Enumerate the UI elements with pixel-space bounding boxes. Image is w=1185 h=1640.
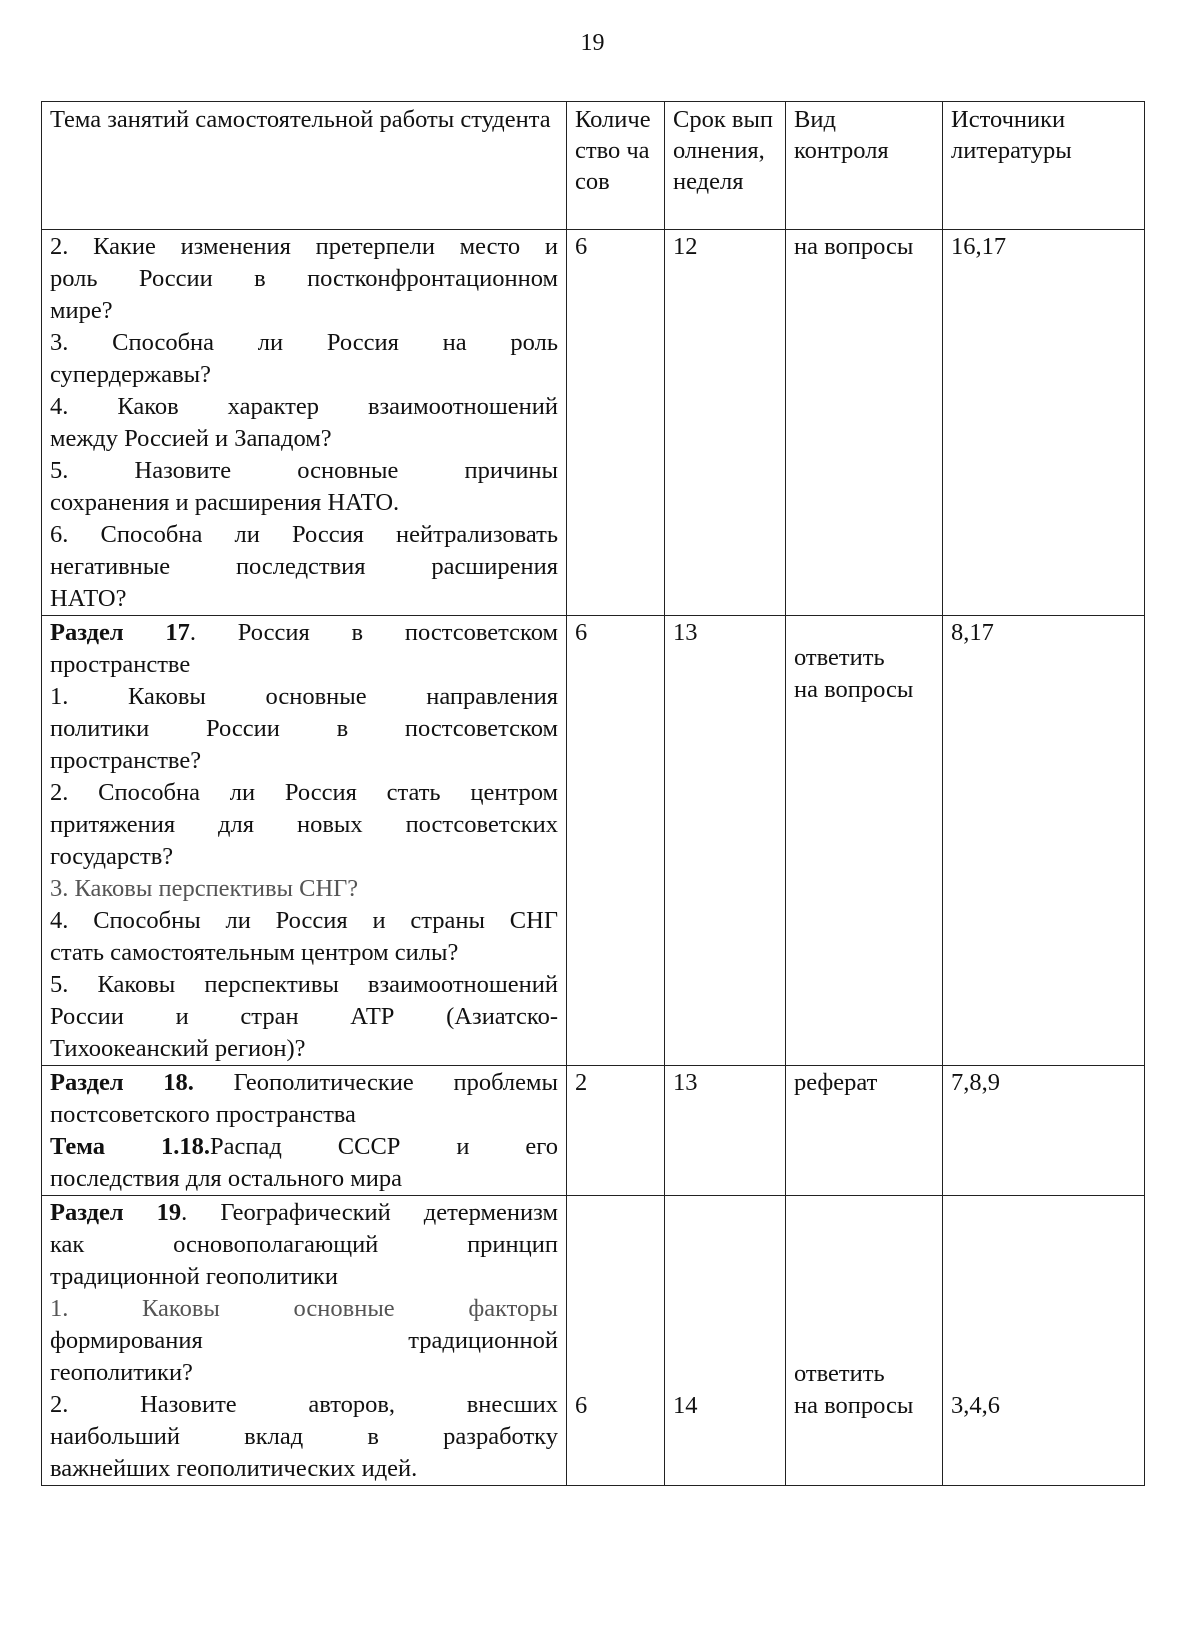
row2-week: 13 xyxy=(665,616,786,1066)
row3-sources: 7,8,9 xyxy=(943,1066,1145,1196)
row1-sources: 16,17 xyxy=(943,230,1145,616)
row2-line: 1. Каковы основные направления xyxy=(50,683,558,710)
table-row xyxy=(42,1066,1145,1196)
row4-line: 1. Каковы основные факторы xyxy=(50,1295,558,1322)
row1-line: 5. Назовите основные причины xyxy=(50,457,558,484)
row3-theme-title: Распад СССР и его xyxy=(210,1133,558,1160)
row4-line: традиционной геополитики xyxy=(50,1263,338,1290)
row1-week: 12 xyxy=(665,230,786,616)
header-deadline-label: Срок выполнения, неделя xyxy=(673,106,774,195)
row4-hours: 6 xyxy=(567,1196,665,1486)
row2-line: Тихоокеанский регион)? xyxy=(50,1035,306,1062)
row4-line: 2. Назовите авторов, внесших xyxy=(50,1391,558,1418)
row4-control-line2: на вопросы xyxy=(794,1392,914,1419)
header-topic-label: Тема занятий самостоятельной работы студента xyxy=(50,106,551,133)
row2-topic xyxy=(42,616,567,1066)
row1-control: на вопросы xyxy=(786,230,943,616)
header-control-label: Вид контроля xyxy=(794,106,889,164)
table-row xyxy=(42,616,1145,1066)
row2-line: пространстве xyxy=(50,651,191,678)
row3-theme-label: Тема 1.18. xyxy=(50,1133,210,1160)
table-row xyxy=(42,1196,1145,1486)
header-control xyxy=(786,102,943,230)
header-hours xyxy=(567,102,665,230)
row4-section-heading xyxy=(50,1197,558,1229)
header-topic-text xyxy=(50,104,558,135)
row2-line: России и стран АТР (Азиатско- xyxy=(50,1003,558,1030)
table-row xyxy=(42,230,1145,616)
header-sources xyxy=(943,102,1145,230)
row1-line: мире? xyxy=(50,297,113,324)
row2-line: 2. Способна ли Россия стать центром xyxy=(50,779,558,806)
row1-line: сохранения и расширения НАТО. xyxy=(50,489,400,516)
page-number: 19 xyxy=(580,30,605,56)
row4-section-label: Раздел 19 xyxy=(50,1199,182,1226)
row2-section-label: Раздел 17 xyxy=(50,619,190,646)
row1-line: роль России в постконфронтационном xyxy=(50,265,558,292)
row3-section-title: Геополитические проблемы xyxy=(193,1069,558,1096)
row4-control xyxy=(786,1196,943,1486)
row2-line: стать самостоятельным центром силы? xyxy=(50,939,459,966)
row3-hours: 2 xyxy=(567,1066,665,1196)
row3-line: последствия для остального мира xyxy=(50,1165,402,1192)
row2-line: 4. Способны ли Россия и страны СНГ xyxy=(50,907,558,934)
row1-topic xyxy=(42,230,567,616)
row1-hours: 6 xyxy=(567,230,665,616)
row3-week: 13 xyxy=(665,1066,786,1196)
row4-line: наибольший вклад в разработку xyxy=(50,1423,558,1450)
row4-control-line1: ответить xyxy=(794,1360,885,1387)
row4-line: важнейших геополитических идей. xyxy=(50,1455,418,1482)
row1-line: 3. Способна ли Россия на роль xyxy=(50,329,558,356)
row1-line: между Россией и Западом? xyxy=(50,425,332,452)
row2-control xyxy=(786,616,943,1066)
row4-line: геополитики? xyxy=(50,1359,193,1386)
table-header-row xyxy=(42,102,1145,230)
row4-topic xyxy=(42,1196,567,1486)
row1-line: НАТО? xyxy=(50,585,127,612)
row3-section-label: Раздел 18. xyxy=(50,1069,194,1096)
self-study-table xyxy=(41,101,1145,1486)
row2-line: политики России в постсоветском xyxy=(50,715,558,742)
row2-line: притяжения для новых постсоветских xyxy=(50,811,558,838)
row2-line: 3. Каковы перспективы СНГ? xyxy=(50,875,359,902)
row1-line: супердержавы? xyxy=(50,361,212,388)
row2-hours: 6 xyxy=(567,616,665,1066)
header-hours-label: Количество часов xyxy=(575,106,651,195)
row2-sources: 8,17 xyxy=(943,616,1145,1066)
row4-line: формирования традиционной xyxy=(50,1327,558,1354)
row2-section-title: . Россия в постсоветском xyxy=(189,619,558,646)
row3-section-heading xyxy=(50,1067,558,1099)
row2-line: государств? xyxy=(50,843,174,870)
row3-line: постсоветского пространства xyxy=(50,1101,356,1128)
row2-line: 5. Каковы перспективы взаимоотношений xyxy=(50,971,558,998)
row4-sources: 3,4,6 xyxy=(943,1196,1145,1486)
row1-line: 6. Способна ли Россия нейтрализовать xyxy=(50,521,558,548)
row1-line: 4. Каков характер взаимоотношений xyxy=(50,393,558,420)
row2-control-line2: на вопросы xyxy=(794,676,914,703)
row4-week: 14 xyxy=(665,1196,786,1486)
row3-topic xyxy=(42,1066,567,1196)
header-topic xyxy=(42,102,567,230)
row3-theme-heading xyxy=(50,1131,558,1163)
header-deadline xyxy=(665,102,786,230)
row2-line: пространстве? xyxy=(50,747,202,774)
row4-section-title: . Географический детерменизм xyxy=(181,1199,558,1226)
row2-control-line1: ответить xyxy=(794,644,885,671)
row3-control: реферат xyxy=(786,1066,943,1196)
header-sources-label: Источники литературы xyxy=(951,106,1072,164)
row4-line: как основополагающий принцип xyxy=(50,1231,558,1258)
row2-section-heading xyxy=(50,617,558,649)
row1-line: негативные последствия расширения xyxy=(50,553,558,580)
row1-line: 2. Какие изменения претерпели место и xyxy=(50,233,558,260)
